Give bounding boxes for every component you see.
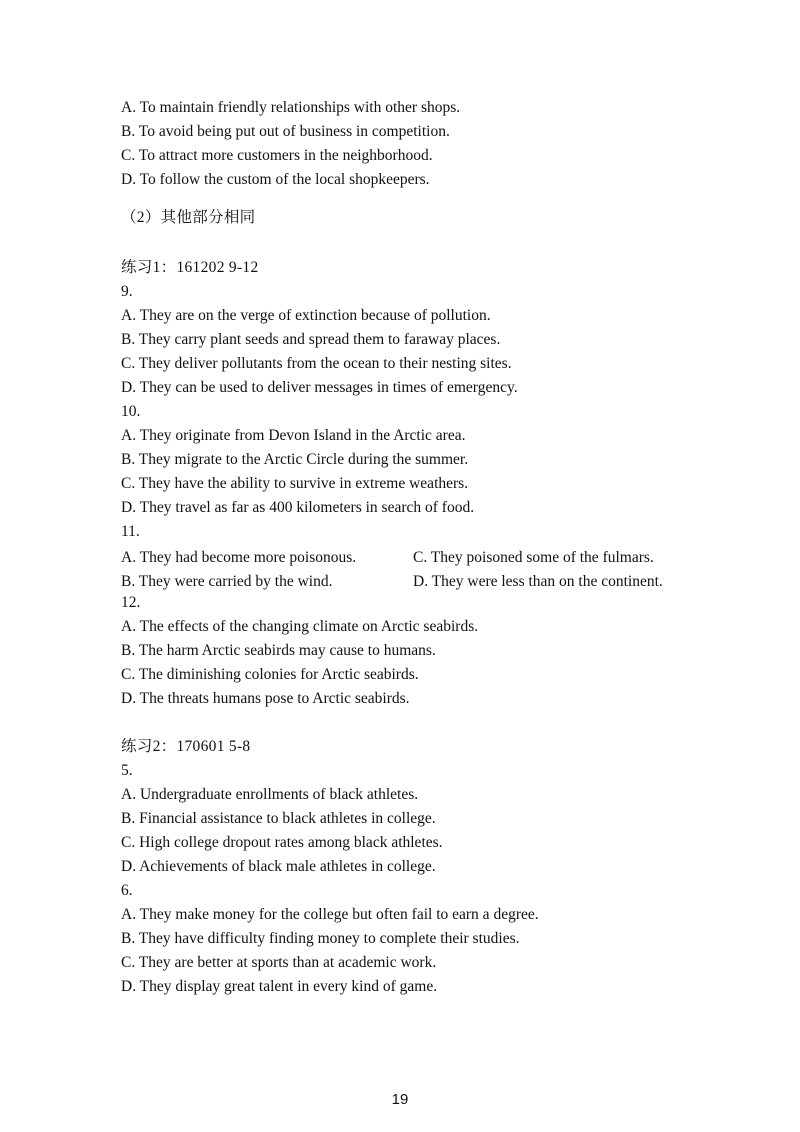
- option-line: D. To follow the custom of the local shopkeepers.: [121, 171, 430, 188]
- question-number: 9.: [121, 283, 133, 300]
- option-line: A. The effects of the changing climate on Arctic seabirds.: [121, 618, 479, 635]
- option-line: C. They have the ability to survive in extreme weathers.: [121, 475, 469, 492]
- option-line: D. The threats humans pose to Arctic seabirds.: [121, 690, 410, 707]
- exercise-title: 练习1：161202 9-12: [121, 259, 259, 276]
- option-line: A. To maintain friendly relationships with other shops.: [121, 99, 461, 116]
- option-line: B. They have difficulty finding money to complete their studies.: [121, 930, 520, 947]
- option-line: A. They had become more poisonous.: [121, 549, 357, 566]
- option-line: D. Achievements of black male athletes in college.: [121, 858, 436, 875]
- option-line: D. They travel as far as 400 kilometers in search of food.: [121, 499, 475, 516]
- document-page: [121, 96, 721, 999]
- exercise-2: [121, 735, 721, 999]
- question-number: 11.: [121, 523, 140, 540]
- option-line: A. They originate from Devon Island in the Arctic area.: [121, 427, 466, 444]
- section-heading: （2）其他部分相同: [121, 209, 256, 226]
- option-line: D. They were less than on the continent.: [413, 573, 663, 590]
- option-line: B. They migrate to the Arctic Circle during the summer.: [121, 451, 469, 468]
- option-line: B. Financial assistance to black athletes in college.: [121, 810, 436, 827]
- option-line: B. They were carried by the wind.: [121, 573, 333, 590]
- option-row: [121, 570, 721, 594]
- exercise-title: 练习2：170601 5-8: [121, 738, 251, 755]
- question-number: 6.: [121, 882, 133, 899]
- question-number: 5.: [121, 762, 133, 779]
- option-line: C. They deliver pollutants from the ocean to their nesting sites.: [121, 355, 512, 372]
- option-line: C. They are better at sports than at academic work.: [121, 954, 437, 971]
- option-line: D. They can be used to deliver messages in times of emergency.: [121, 379, 518, 396]
- option-line: A. They make money for the college but often fail to earn a degree.: [121, 906, 539, 923]
- option-line: B. The harm Arctic seabirds may cause to humans.: [121, 642, 436, 659]
- exercise-1: [121, 256, 721, 711]
- option-line: A. Undergraduate enrollments of black athletes.: [121, 786, 419, 803]
- option-line: D. They display great talent in every kind of game.: [121, 978, 438, 995]
- page-number: 19: [391, 1091, 409, 1108]
- option-line: A. They are on the verge of extinction because of pollution.: [121, 307, 491, 324]
- option-line: C. High college dropout rates among black athletes.: [121, 834, 443, 851]
- option-line: B. They carry plant seeds and spread them to faraway places.: [121, 331, 501, 348]
- question-number: 10.: [121, 403, 141, 420]
- option-line: C. To attract more customers in the neighborhood.: [121, 147, 433, 164]
- option-line: B. To avoid being put out of business in competition.: [121, 123, 450, 140]
- option-line: C. The diminishing colonies for Arctic seabirds.: [121, 666, 419, 683]
- question-number: 12.: [121, 594, 141, 611]
- option-line: C. They poisoned some of the fulmars.: [413, 549, 654, 566]
- option-row: [121, 546, 721, 570]
- intro-options: [121, 96, 721, 192]
